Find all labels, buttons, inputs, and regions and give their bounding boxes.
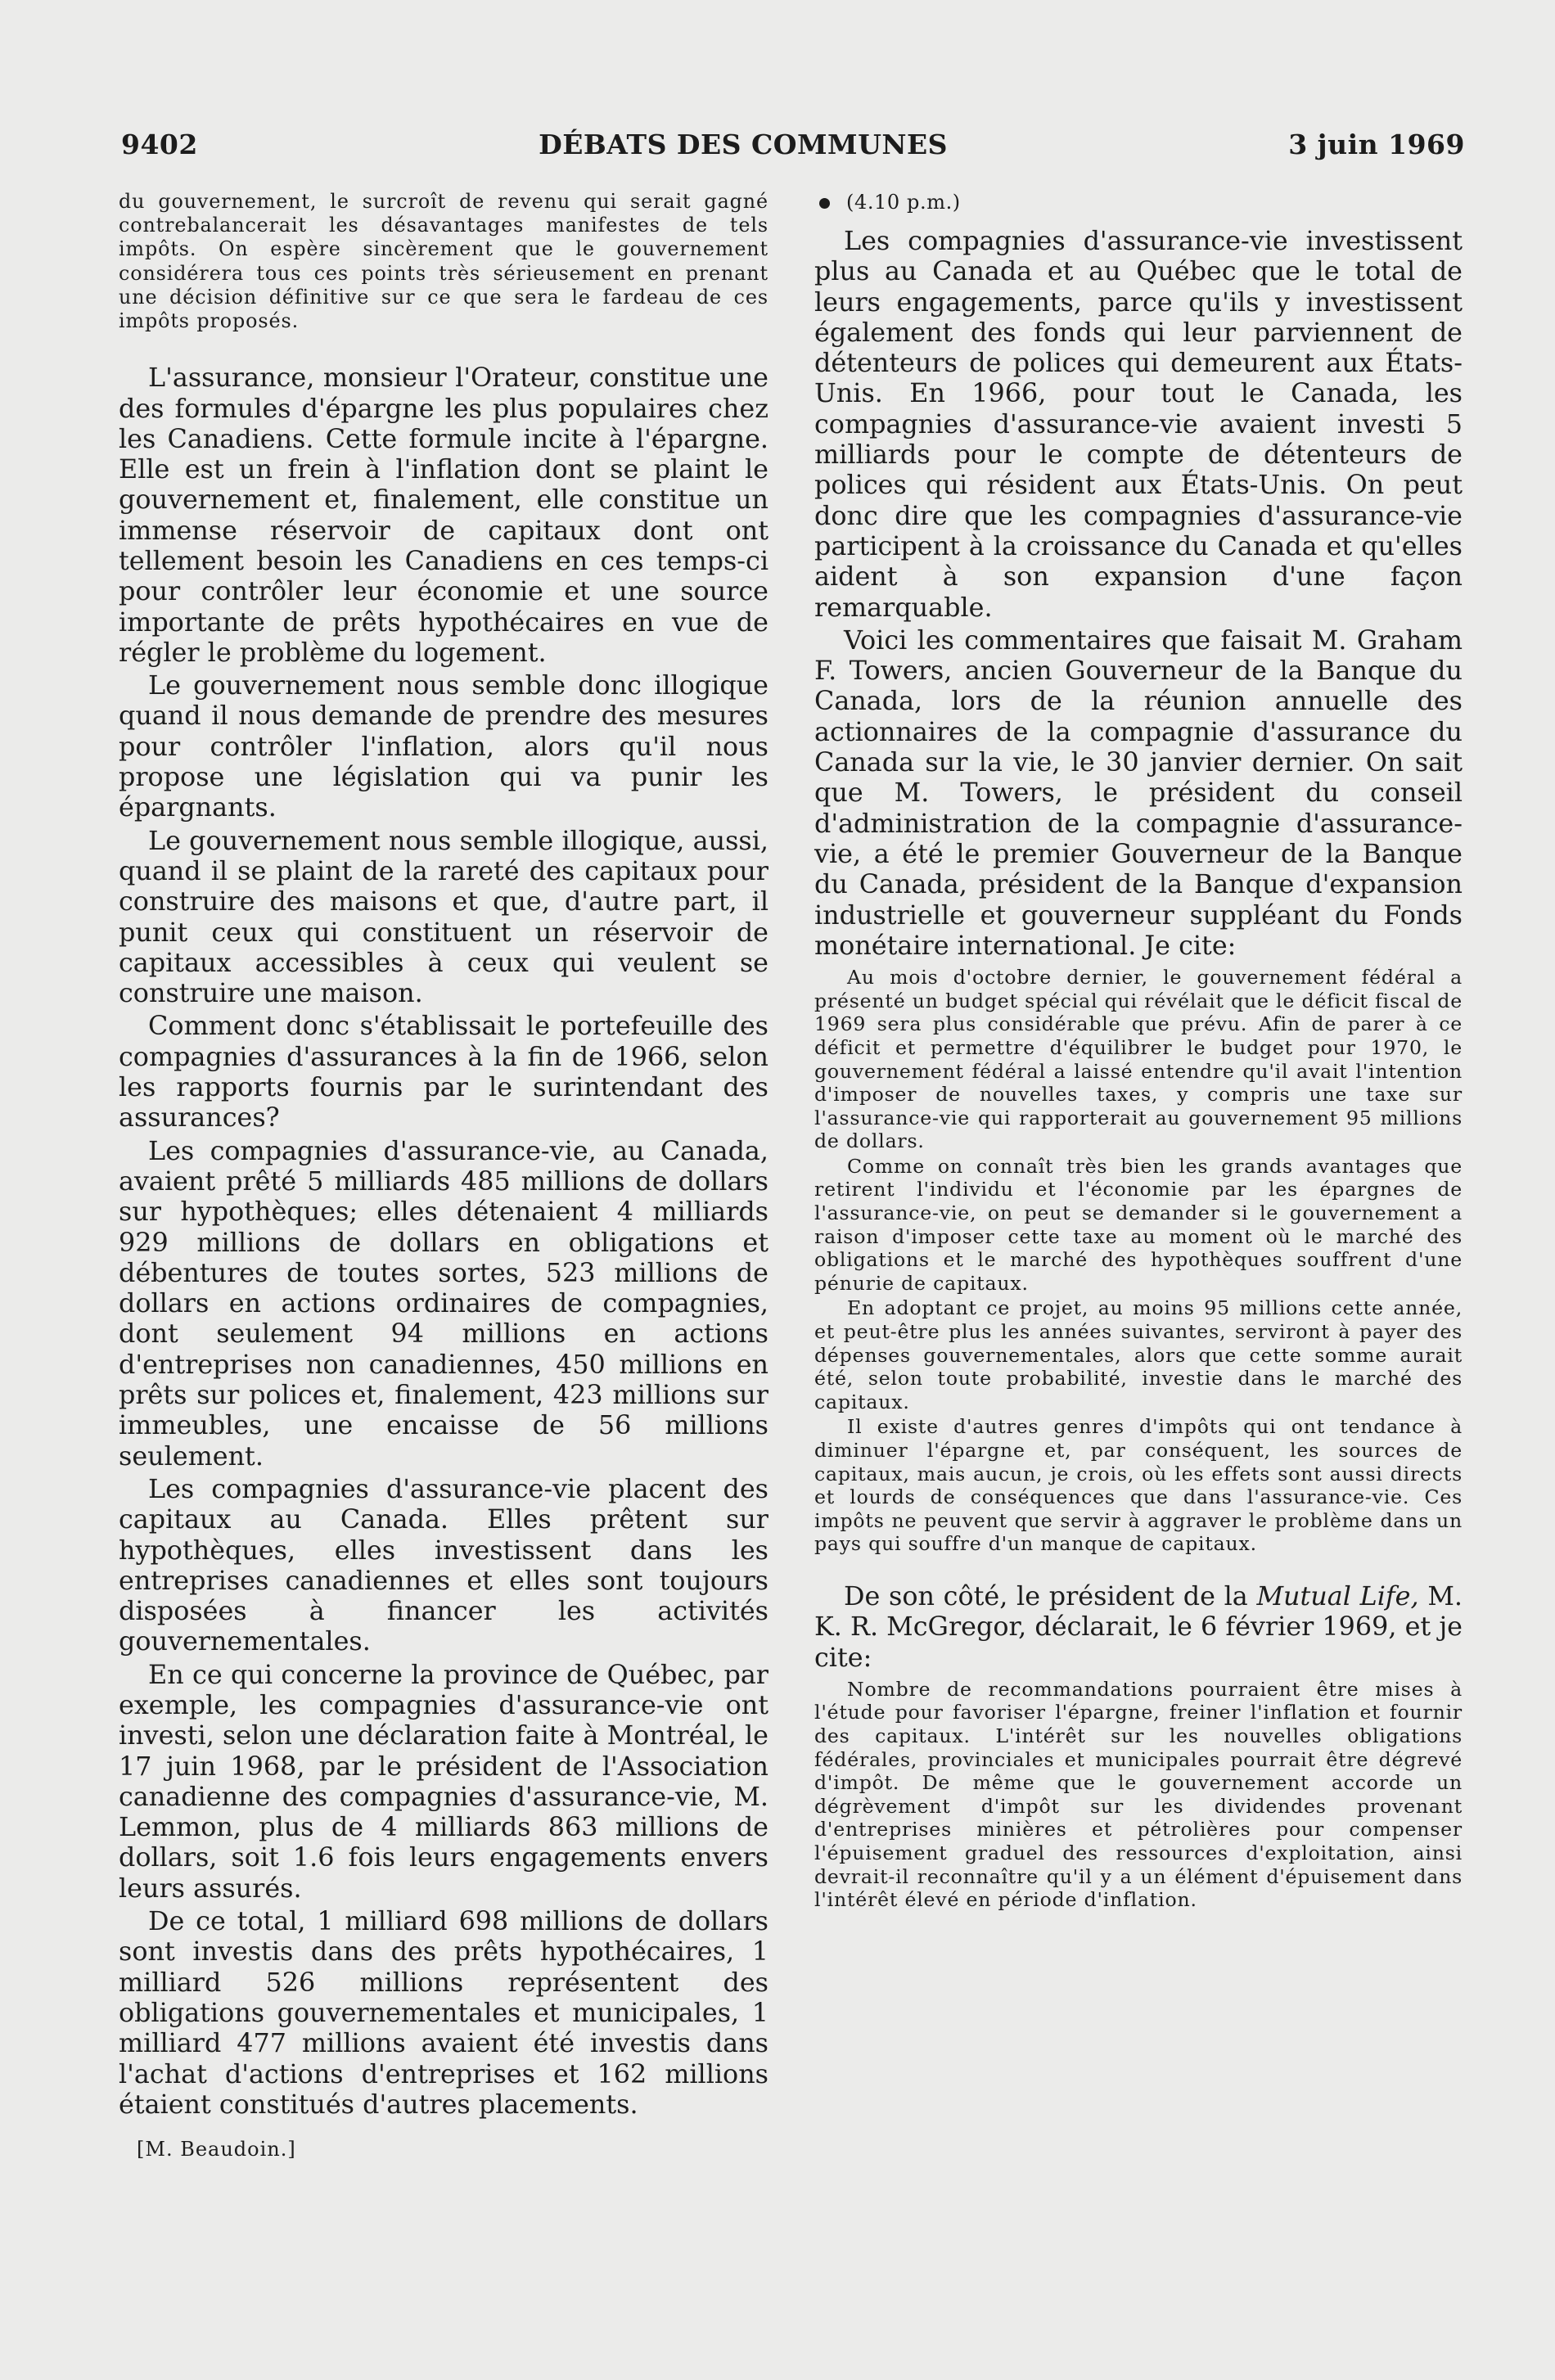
- publication-date: 3 juin 1969: [1288, 128, 1465, 160]
- quoted-paragraph: Comme on connaît très bien les grands avantages que retirent l'individu et l'économie par les épargnes de l'assurance-vie, on peut se demander si le gouvernement a raison d'imposer cette taxe au moment où le marché des obligations et le marché des hypothèques souffrent d'une pénurie de capitaux.: [814, 1154, 1463, 1295]
- publication-title: DÉBATS DES COMMUNES: [539, 128, 949, 160]
- body-paragraph: Comment donc s'établissait le portefeuille des compagnies d'assurances à la fin de 1966, selon les rapports fournis par le surintendant des assurances?: [119, 1011, 768, 1134]
- quoted-paragraph: Nombre de recommandations pourraient être mises à l'étude pour favoriser l'épargne, freiner l'inflation et fournir des capitaux. L'intérêt sur les nouvelles obligations fédérales, provinciales et municipales pourrait être dégrevé d'impôt. De même que le gouvernement accorde un dégrèvement d'impôt sur les dividendes provenant d'entreprises minières et pétrolières pour compenser l'épuisement graduel des ressources d'exploitation, ainsi devrait-il reconnaître qu'il y a un élément d'épuisement dans l'intérêt élevé en période d'inflation.: [814, 1677, 1463, 1912]
- section-spacer: [814, 1556, 1463, 1579]
- page-number: 9402: [121, 128, 198, 160]
- body-paragraph: L'assurance, monsieur l'Orateur, constitue une des formules d'épargne les plus populaires chez les Canadiens. Cette formule incite à l'épargne. Elle est un frein à l'inflation dont se plaint le gouvernement et, finalement, elle constitue un immense réservoir de capitaux dont ont tellement besoin les Canadiens en ces temps-ci pour contrôler leur économie et une source importante de prêts hypothécaires en vue de régler le problème du logement.: [119, 363, 768, 668]
- body-paragraph: [814, 1581, 1463, 1673]
- text-run: M. K. R. McGregor, déclarait, le 6 février 1969, et je cite:: [814, 1580, 1463, 1673]
- right-column: [814, 190, 1463, 1912]
- time-marker-text: (4.10 p.m.): [846, 191, 961, 214]
- quoted-paragraph: En adoptant ce projet, au moins 95 millions cette année, et peut-être plus les années suivantes, serviront à payer des dépenses gouvernementales, alors que cette somme aurait été, selon toute probabilité, investie dans le marché des capitaux.: [814, 1296, 1463, 1413]
- body-paragraph: En ce qui concerne la province de Québec, par exemple, les compagnies d'assurance-vie ont investi, selon une déclaration faite à Montréal, le 17 juin 1968, par le président de l'Association canadienne des compagnies d'assurance-vie, M. Lemmon, plus de 4 milliards 863 millions de dollars, soit 1.6 fois leurs engagements envers leurs assurés.: [119, 1659, 768, 1904]
- body-paragraph: Le gouvernement nous semble donc illogique quand il nous demande de prendre des mesures pour contrôler l'inflation, alors qu'il nous propose une législation qui va punir les épargnants.: [119, 670, 768, 823]
- body-paragraph: Voici les commentaires que faisait M. Graham F. Towers, ancien Gouverneur de la Banque du Canada, lors de la réunion annuelle des actionnaires de la compagnie d'assurance du Canada sur la vie, le 30 janvier dernier. On sait que M. Towers, le président du conseil d'administration de la compagnie d'assurance-vie, a été le premier Gouverneur de la Banque du Canada, président de la Banque d'expansion industrielle et gouverneur suppléant du Fonds monétaire international. Je cite:: [814, 624, 1463, 961]
- quoted-paragraph: Il existe d'autres genres d'impôts qui ont tendance à diminuer l'épargne et, par conséquent, les sources de capitaux, mais aucun, je crois, où les effets sont aussi directs et lourds de conséquences que dans l'assurance-vie. Ces impôts ne peuvent que servir à aggraver le problème dans un pays qui souffre d'un manque de capitaux.: [814, 1415, 1463, 1556]
- company-name: Mutual Life,: [1256, 1580, 1419, 1611]
- left-column: [119, 190, 768, 2161]
- body-paragraph: Les compagnies d'assurance-vie, au Canada, avaient prêté 5 milliards 485 millions de dollars sur hypothèques; elles détenaient 4 milliards 929 millions de dollars en obligations et débentures de toutes sortes, 523 millions de dollars en actions ordinaires de compagnies, dont seulement 94 millions en actions d'entreprises non canadiennes, 450 millions en prêts sur polices et, finalement, 423 millions sur immeubles, une encaisse de 56 millions seulement.: [119, 1135, 768, 1472]
- body-paragraph: Le gouvernement nous semble illogique, aussi, quand il se plaint de la rareté des capitaux pour construire des maisons et que, d'autre part, il punit ceux qui constituent un réservoir de capitaux accessibles à ceux qui veulent se construire une maison.: [119, 825, 768, 1009]
- intro-paragraph: du gouvernement, le surcroît de revenu qui serait gagné contrebalancerait les désavantages manifestes de tels impôts. On espère sincèrement que le gouvernement considérera tous ces points très sérieusement en prenant une décision définitive sur ce que sera le fardeau de ces impôts proposés.: [119, 190, 768, 333]
- text-run: De son côté, le président de la: [844, 1580, 1257, 1611]
- body-paragraph: De ce total, 1 milliard 698 millions de dollars sont investis dans des prêts hypothécaires, 1 milliard 526 millions représentent des obligations gouvernementales et municipales, 1 milliard 477 millions avaient été investis dans l'achat d'actions d'entreprises et 162 millions étaient constitués d'autres placements.: [119, 1906, 768, 2120]
- page-header: [121, 119, 1465, 169]
- bullet-icon: [819, 198, 830, 209]
- body-paragraph: Les compagnies d'assurance-vie investissent plus au Canada et au Québec que le total de leurs engagements, parce qu'ils y investissent également des fonds qui leur parviennent de détenteurs de polices qui demeurent aux États-Unis. En 1966, pour tout le Canada, les compagnies d'assurance-vie avaient investi 5 milliards pour le compte de détenteurs de polices qui résident aux États-Unis. On peut donc dire que les compagnies d'assurance-vie participent à la croissance du Canada et qu'elles aident à son expansion d'une façon remarquable.: [814, 226, 1463, 623]
- speaker-signature: [M. Beaudoin.]: [137, 2138, 296, 2161]
- time-marker: [814, 190, 1463, 214]
- body-paragraph: Les compagnies d'assurance-vie placent des capitaux au Canada. Elles prêtent sur hypothèques, elles investissent dans les entreprises canadiennes et elles sont toujours disposées à financer les activités gouvernementales.: [119, 1473, 768, 1657]
- quoted-paragraph: Au mois d'octobre dernier, le gouvernement fédéral a présenté un budget spécial qui révélait que le déficit fiscal de 1969 sera plus considérable que prévu. Afin de parer à ce déficit et permettre d'équilibrer le budget pour 1970, le gouvernement fédéral a laissé entendre qu'il avait l'intention d'imposer de nouvelles taxes, y compris une taxe sur l'assurance-vie qui rapporterait au gouvernement 95 millions de dollars.: [814, 966, 1463, 1153]
